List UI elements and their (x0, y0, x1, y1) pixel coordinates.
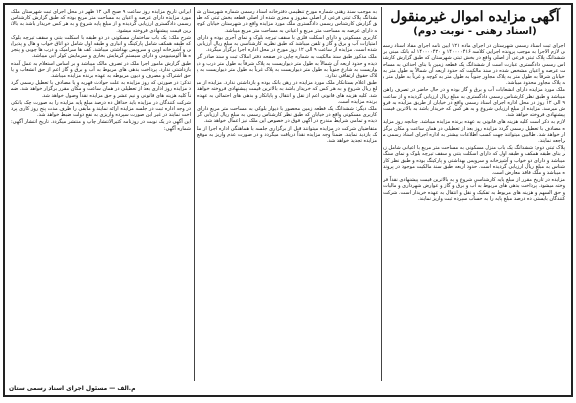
column-right (383, 43, 565, 381)
paragraph: این آگهی در یک نوبت در روزنامه کثیرالانتشار چاپ و منتشر میگردد. تاریخ انتشار آگهی: شماره آگهی: (11, 119, 191, 132)
paragraph: طبق اعلام بستانکار ملک مورد مزایده در رهن بانک بوده و بازداشتی ندارد. مزایده از مبلغ ریال شروع و به هر کس که خریدار باشد به بالاترین قیمت پیشنهادی فروخته خواهد شد. کلیه هزینه های قانونی اعم از نقل و انتقال و پایانکار و بدهی های احتمالی به عهده برنده مزایده است. (197, 80, 377, 105)
paragraph: تذکر: در صورتی که روز مزایده به علت حوادث قهریه و یا مصادف با تعطیل رسمی گردد مزایده روز اداری بعد از تعطیلی در همان ساعت و مکان مقرر برگزار خواهد شد. ضمناً کلیه هزینه های قانونی و نیم عشر و حق مزایده نقداً وصول خواهد شد. (11, 80, 191, 99)
paragraph: ملک مذکور طبق سند مالکیت به شماره چاپی در صفحه دفتر املاک ثبت و سند صادر گردیده و حدود اربعه آن شمالاً به طول متر دیواریست به پلاک شرقاً به طول متر درب و دیواریست به شارع جنوباً به طول متر دیواریست به پلاک غرباً به طول متر دیواریست به پلاک حقوق ارتفاقی ندارد. (197, 54, 377, 80)
notice-footer: م.الف — مسئول اجرای اسناد رسمی ستان (9, 385, 136, 392)
paragraph: شرکت کنندگان در مزایده باید حداقل ده درصد مبلغ پایه مزایده را به صورت چک بانکی در وجه اداره ثبت در جلسه مزایده ارائه نمایند و مابقی را ظرف مدت پنج روز کاری پرداخت نمایند در غیر این صورت سپرده واریزی به نفع دولت ضبط خواهد شد. (11, 99, 191, 119)
paragraph: ملک دیگر: ششدانگ یک قطعه زمین محصور با دیوار بلوکی به مساحت متر مربع دارای کاربری مسکونی واقع در خیابان که طبق نظر کارشناس رسمی به مبلغ ریال ارزیابی گردیده و تمامی شرایط مندرج در آگهی فوق در خصوص این ملک نیز اعمال خواهد شد. (197, 106, 377, 125)
paragraph: کاربری مسکونی و دارای اسکلت فلزی با سقف تیرچه بلوک و نمای آجری بوده و دارای امتیازات آب و برق و گاز و تلفن میباشد که طبق نظریه کارشناسی به مبلغ ریال ارزیابی شده است. مزایده از ساعت ۹ الی ۱۲ روز مورخ در محل اداره اجرا برگزار میگردد. (197, 34, 377, 54)
paragraph: متقاضیان شرکت در مزایده میتوانند قبل از برگزاری جلسه با هماهنگی اداره اجرا از ملک بازدید نمایند. ضمناً وجه مزایده نقداً دریافت میگردد و در صورت عدم واریز به موقع مزایده تجدید خواهد شد. (197, 125, 377, 145)
notice-page (3, 3, 573, 397)
paragraph: به موجب سند رهنی شماره مورخ تنظیمی دفترخانه اسناد رسمی شماره شهرستان ششدانگ پلاک ثبتی فرعی از اصلی مفروز و مجزی شده از اصلی قطعه بخش ثبتی که طبق گزارش کارشناس رسمی دادگستری ملک مورد مزایده واقع در شهرستان خیابان کوچه دارای عرصه به مساحت متر مربع و اعیانی به مساحت متر مربع میباشد. (197, 9, 377, 34)
notice-columns (9, 9, 567, 381)
paragraph: شرح ملک: یک باب ساختمان مسکونی در دو طبقه با اسکلت بتنی و سقف تیرچه بلوک که طبقه همکف شامل پارکینگ و انباری و طبقه اول شامل دو اتاق خواب و هال و پذیرایی و آشپزخانه اوپن و سرویس بهداشتی میباشد. کف ها سرامیک و درب ها چوبی و پنجره ها آلومینیومی و دارای سیستم گرمایش بخاری و سرمایش کولر آبی میباشد. (11, 34, 191, 60)
column-middle (197, 9, 377, 381)
paragraph: پلاک ثبتی دوم: ششدانگ یک باب منزل مسکونی به مساحت متر مربع با اعیانی شامل زیر بنای طبقه همکف و طبقه اول که دارای اسکلت بتنی و سقف تیرچه بلوک و نمای سنگ میباشد و دارای دو خواب و آشپزخانه و سرویس بهداشتی و پارکینگ بوده و طبق نظر کارشناس به مبلغ ریال ارزیابی گردیده است. حدود اربعه طبق سند مالکیت موجود در پرونده میباشد و ملک فاقد معارض است. (383, 145, 565, 177)
paragraph: لازم به ذکر است کلیه هزینه های قانونی به عهده برنده مزایده میباشد. چنانچه روز مزایده مصادف با تعطیل رسمی گردد مزایده روز بعد از تعطیلی در همان ساعت و مکان برگزار خواهد شد. طالبین میتوانند جهت کسب اطلاعات بیشتر به اداره اجرای اسناد رسمی مراجعه نمایند. (383, 119, 565, 145)
paragraph: ایرانی تاریخ مزایده روز ساعت ۹ صبح الی ۱۲ ظهر در محل اجرای ثبت شهرستان ملک مورد مزایده دارای عرصه و اعیان به مساحت متر مربع بوده که طبق گزارش کارشناس رسمی دادگستری ارزیابی گردیده و از مبلغ پایه شروع و به هر کس خریدار باشد به بالاترین قیمت پیشنهادی فروخته میشود. (11, 9, 191, 34)
paragraph: اجرای ثبت اسناد رسمی شهرستان در اجرای ماده ۱۲۱ آیین نامه اجرای مفاد اسناد رسمی لازم الاجرا به موجب پرونده اجرایی کلاسه ۱۴۰۰۰۰۴۱۶ و ۱۴۰۰۰۰۴۲۰ له بانک مبنی بر ششدانگ پلاک ثبتی فرعی از اصلی واقع در بخش ثبتی شهرستان که طبق گزارش کارشناس رسمی دادگستری عبارت است از ششدانگ یک قطعه زمین با بنای احداثی به مساحت عرصه و اعیان مشخص شده در سند مالکیت که حدود اربعه آن شمالاً به طول متر به خیابان شرقاً به طول متر به پلاک مجاور جنوباً به طول متر به کوچه و غرباً به طول متر به پلاک مجاور محدود میباشد. (383, 43, 565, 87)
notice-title: آگهی مزایده اموال غیرمنقول (390, 9, 560, 25)
column-left (11, 9, 191, 381)
paragraph: مزایده در تاریخ مقرر از مبلغ پایه کارشناسی شروع و به بالاترین قیمت پیشنهادی نقداً فروخته میشود. پرداخت بدهی های مربوط به آب و برق و گاز و عوارض شهرداری و مالیات و حق السهم و هزینه های مربوط به تفکیک و نقل و انتقال به عهده خریدار است. شرکت کنندگان بایستی ده درصد مبلغ پایه را به حساب سپرده ثبت واریز نمایند. (383, 177, 565, 202)
notice-subtitle: (اسناد رهنی - نوبت دوم) (413, 26, 537, 37)
column-divider (381, 7, 382, 381)
paragraph: طبق گزارش مامور اجرا ملک در تصرف مالک میباشد و بر اساس استعلام به عمل آمده بازداشتی ندارد. پرداخت بدهی های مربوط به آب و برق و گاز اعم از حق انشعاب و یا حق اشتراک و مصرف و دیون مربوطه به عهده برنده مزایده میباشد. (11, 60, 191, 80)
column-divider (194, 7, 195, 381)
paragraph: ملک مورد مزایده دارای انشعابات آب و برق و گاز بوده و در حال حاضر در تصرف راهن میباشد و طبق نظر کارشناس رسمی دادگستری به مبلغ ریال ارزیابی گردیده و از ساعت ۹ الی ۱۲ روز در محل اداره اجرای اسناد رسمی واقع در خیابان از طریق مزایده به فروش میرسد. مزایده از مبلغ ارزیابی شروع و به هر کس که خریدار باشد به بالاترین قیمت پیشنهادی فروخته خواهد شد. (383, 87, 565, 119)
